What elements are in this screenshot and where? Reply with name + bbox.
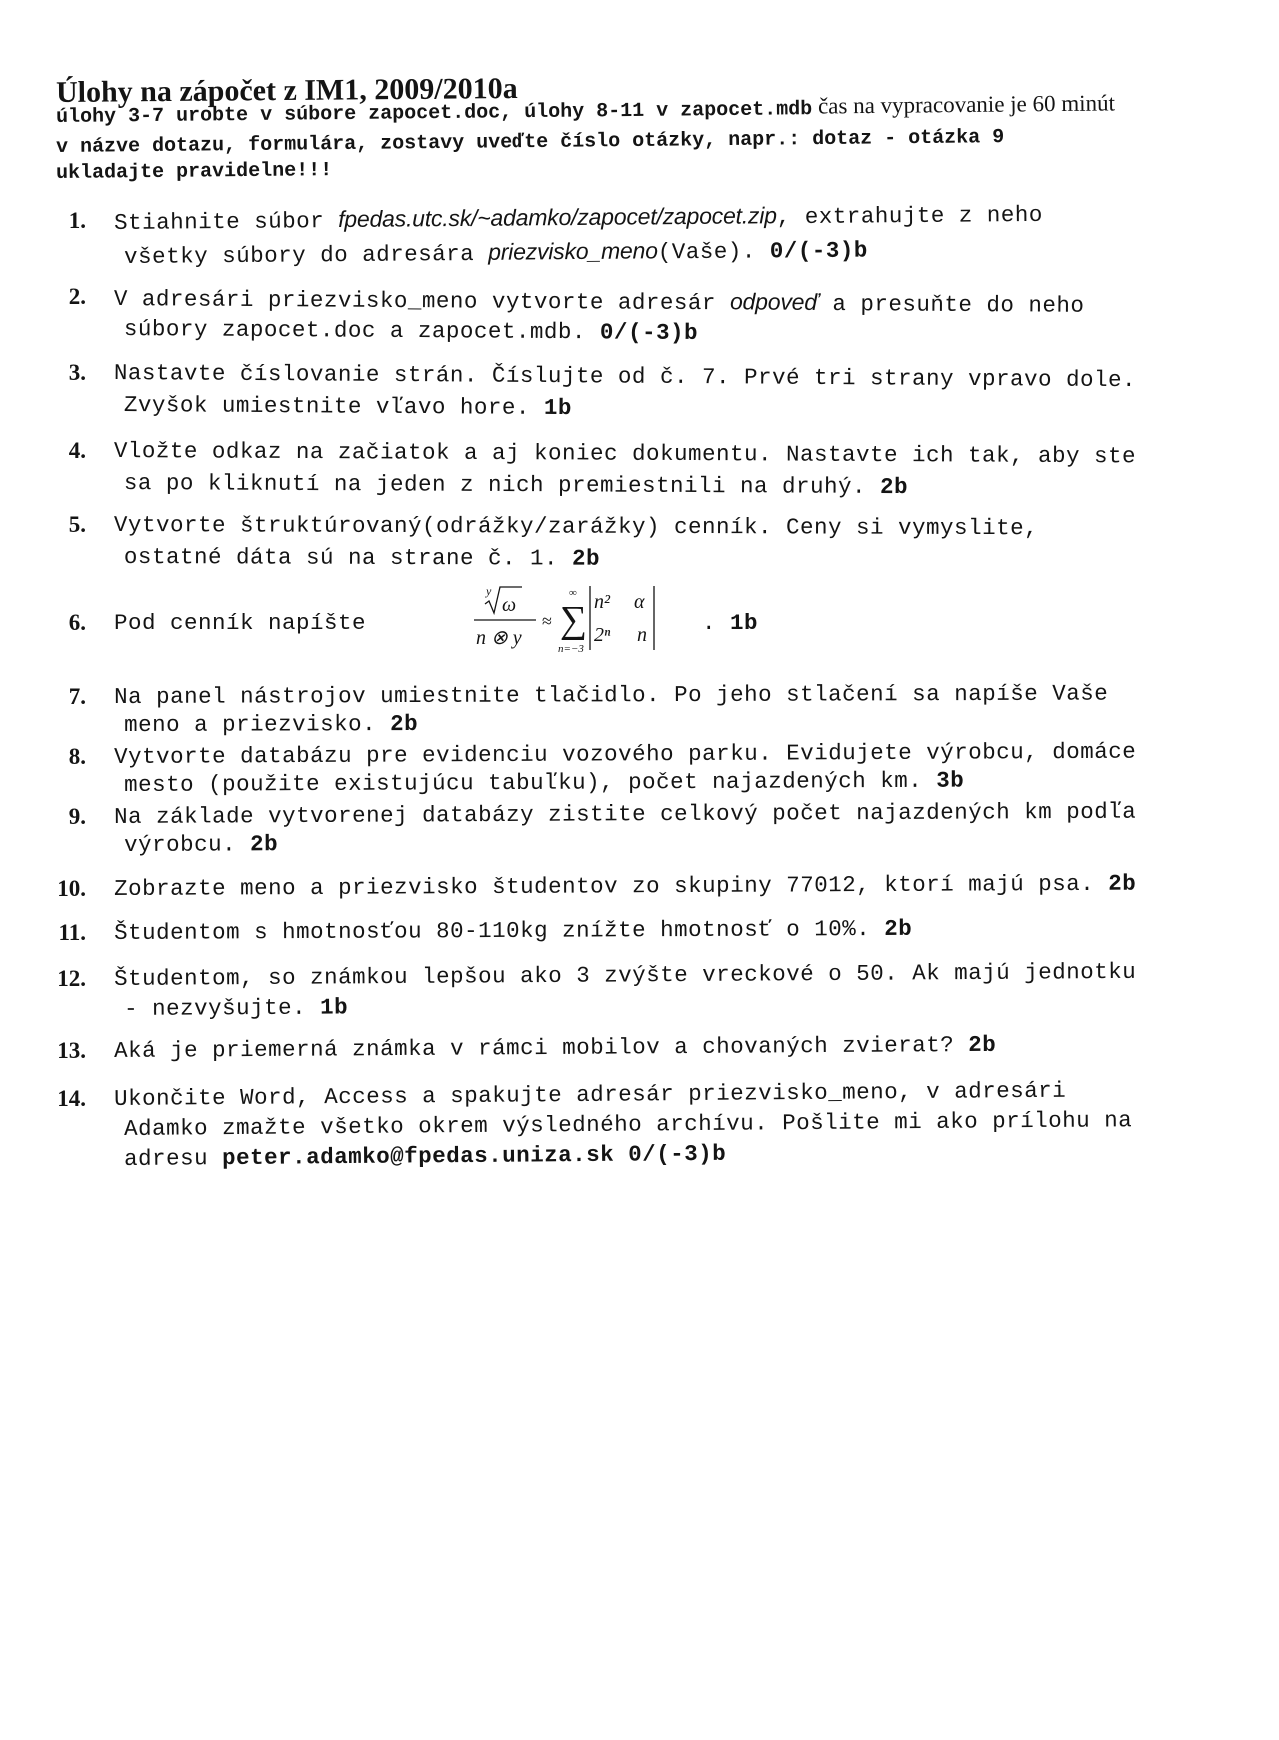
svg-text:n²: n² — [594, 591, 610, 613]
task-number: 10. — [57, 876, 86, 901]
task-number: 14. — [57, 1086, 86, 1111]
task-points: 2b — [390, 710, 419, 738]
task-points: 0/(-3)b — [614, 1140, 727, 1168]
instruction-line: v názve dotazu, formulára, zostavy uveďte číslo otázky, napr.: dotaz - otázka 9 — [56, 126, 1005, 159]
task-text: Študentom, so známkou lepšou ako 3 zvýšte vreckové o 50. Ak majú jednotku — [114, 958, 1137, 992]
task-points: 2b — [879, 473, 909, 501]
task-number: 9. — [68, 804, 86, 829]
download-link[interactable]: fpedas.utc.sk/~adamko/zapocet/zapocet.zip — [338, 202, 777, 233]
task-text: Na základe vytvorenej databázy zistite celkový počet najazdených km podľa — [114, 798, 1137, 830]
instruction-line: ukladajte pravidelne!!! — [56, 159, 333, 185]
task-number: 1. — [68, 208, 86, 233]
svg-text:α: α — [634, 591, 645, 613]
svg-text:2ⁿ: 2ⁿ — [594, 624, 611, 646]
task-points: 2b — [571, 545, 601, 572]
instruction-line: úlohy 3-7 urobte v súbore zapocet.doc, úlohy 8-11 v zapocet.mdb — [56, 98, 813, 129]
task-text: výrobcu. 2b — [124, 831, 279, 858]
svg-text:n=−3: n=−3 — [558, 643, 584, 655]
task-text: Nastavte číslovanie strán. Číslujte od č. 7. Prvé tri strany vpravo dole. — [113, 360, 1137, 394]
task-text: meno a priezvisko. 2b — [124, 710, 419, 738]
math-formula — [466, 584, 696, 664]
task-text: . 1b — [702, 610, 759, 636]
task-number: 13. — [57, 1038, 86, 1063]
task-text: Zvyšok umiestnite vľavo hore. 1b — [123, 392, 573, 422]
task-text: všetky súbory do adresára priezvisko_meno(Vaše). 0/(-3)b — [124, 237, 868, 270]
task-text: Stiahnite súbor fpedas.utc.sk/~adamko/zapocet/zapocet.zip, extrahujte z neho — [114, 201, 1043, 236]
task-text: Zobrazte meno a priezvisko študentov zo skupiny 77012, ktorí majú psa. 2b — [114, 870, 1137, 902]
task-text: - nezvyšujte. 1b — [124, 994, 349, 1022]
page-title: Úlohy na zápočet z IM1, 2009/2010a — [55, 71, 518, 110]
task-points: 0/(-3)b — [599, 319, 699, 347]
sigma-symbol: ∑ — [560, 599, 588, 641]
task-points: 3b — [936, 767, 965, 794]
svg-text:n: n — [637, 624, 647, 646]
task-points: 2b — [250, 831, 279, 858]
task-number: 8. — [68, 744, 86, 769]
task-text: Adamko zmažte všetko okrem výsledného archívu. Pošlite mi ako prílohu na — [124, 1107, 1133, 1142]
task-number: 12. — [57, 966, 86, 991]
task-text: Vytvorte databázu pre evidenciu vozového parku. Evidujete výrobcu, domáce — [114, 738, 1137, 770]
task-points: 2b — [968, 1031, 997, 1059]
root-index: y — [486, 584, 492, 598]
svg-text:≈: ≈ — [542, 611, 552, 631]
task-number: 2. — [68, 284, 86, 309]
task-text: V adresári priezvisko_meno vytvorte adresár odpoveď a presuňte do neho — [113, 285, 1085, 319]
task-text: Vytvorte štruktúrovaný(odrážky/zarážky) cenník. Ceny si vymyslite, — [113, 512, 1039, 542]
task-text: Aká je priemerná známka v rámci mobilov a chovaných zvierat? 2b — [114, 1031, 997, 1064]
task-text: mesto (použite existujúcu tabuľku), počet najazdených km. 3b — [124, 767, 965, 798]
task-points: 2b — [884, 915, 913, 942]
task-points: 1b — [320, 994, 349, 1021]
task-text: Študentom s hmotnosťou 80-110kg znížte hmotnosť o 10%. 2b — [114, 915, 913, 946]
svg-text:∞: ∞ — [569, 587, 577, 599]
task-text: Ukončite Word, Access a spakujte adresár priezvisko_meno, v adresári — [114, 1077, 1067, 1112]
task-text: sa po kliknutí na jeden z nich premiestnili na druhý. 2b — [123, 470, 909, 501]
task-points: 0/(-3)b — [769, 237, 868, 265]
task-number: 5. — [68, 512, 86, 537]
task-text: Na panel nástrojov umiestnite tlačidlo. Po jeho stlačení sa napíše Vaše — [114, 680, 1109, 710]
task-points: 2b — [1108, 870, 1137, 897]
task-text: ostatné dáta sú na strane č. 1. 2b — [123, 544, 601, 572]
task-points: 1b — [730, 610, 759, 636]
task-points: 1b — [543, 394, 573, 422]
fraction-denominator: n ⊗ y — [476, 627, 522, 649]
task-text: Vložte odkaz na začiatok a aj koniec dokumentu. Nastavte ich tak, aby ste — [113, 438, 1137, 470]
task-number: 4. — [68, 438, 86, 463]
task-text: Pod cenník napíšte — [114, 610, 367, 636]
task-text: adresu peter.adamko@fpedas.uniza.sk 0/(-3)b — [124, 1140, 727, 1172]
task-number: 3. — [68, 360, 86, 385]
task-number: 7. — [68, 684, 86, 709]
task-text: súbory zapocet.doc a zapocet.mdb. 0/(-3)b — [123, 316, 699, 347]
time-limit-note: čas na vypracovanie je 60 minút — [817, 90, 1116, 119]
task-number: 11. — [58, 920, 86, 945]
radicand: ω — [502, 594, 517, 616]
task-number: 6. — [68, 610, 86, 635]
email-address[interactable]: peter.adamko@fpedas.uniza.sk — [222, 1141, 615, 1172]
